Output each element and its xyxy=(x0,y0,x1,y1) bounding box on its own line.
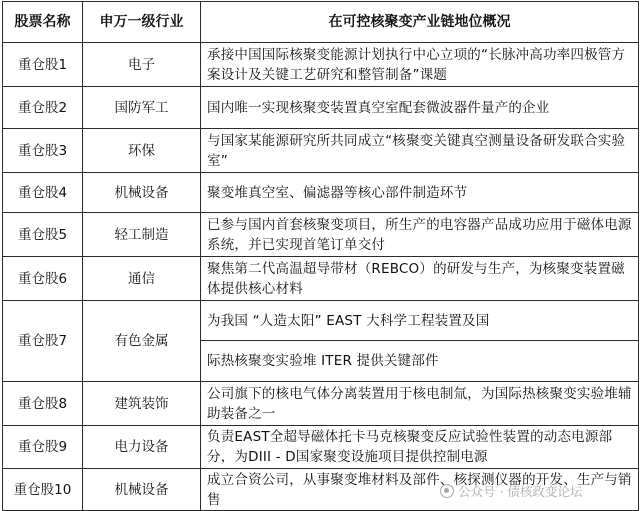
wechat-icon xyxy=(440,484,454,498)
position-desc-cell: 负责EAST全超导磁体托卡马克核聚变反应试验性装置的动态电源部分，为DIII - D国家聚变设施项目提供控制电源 xyxy=(201,426,639,469)
table-row xyxy=(3,173,639,213)
industry-cell: 电子 xyxy=(83,43,201,87)
position-desc-cell: 聚变堆真空室、偏滤器等核心部件制造环节 xyxy=(201,173,639,213)
stock-name-cell: 重仓股5 xyxy=(3,213,83,257)
position-desc-cell: 承接中国国际核聚变能源计划执行中心立项的“长脉冲高功率四极管方案设计及关键工艺研究和整管制备”课题 xyxy=(201,43,639,87)
stock-name-cell: 重仓股8 xyxy=(3,382,83,426)
table-row xyxy=(3,257,639,301)
table-row xyxy=(3,426,639,469)
position-desc-cell: 已参与国内首套核聚变项目，所生产的电容器产品成功应用于磁体电源系统，并已实现首笔订单交付 xyxy=(201,213,639,257)
industry-cell: 机械设备 xyxy=(83,469,201,511)
watermark-text: 公众号 · 债核政变论坛 xyxy=(458,484,583,499)
industry-cell: 机械设备 xyxy=(83,173,201,213)
holdings-table xyxy=(2,1,639,511)
stock-name-cell: 重仓股10 xyxy=(3,469,83,511)
stock-name-cell: 重仓股7 xyxy=(3,301,83,382)
industry-cell: 国防军工 xyxy=(83,87,201,129)
watermark xyxy=(440,482,582,500)
industry-cell: 建筑装饰 xyxy=(83,382,201,426)
position-desc-cell: 与国家某能源研究所共同成立“核聚变关键真空测量设备研发联合实验室” xyxy=(201,129,639,173)
stock-name-cell: 重仓股3 xyxy=(3,129,83,173)
stock-name-cell: 重仓股6 xyxy=(3,257,83,301)
header-industry: 申万一级行业 xyxy=(83,2,201,43)
table-row xyxy=(3,43,639,87)
stock-name-cell: 重仓股1 xyxy=(3,43,83,87)
industry-cell: 通信 xyxy=(83,257,201,301)
position-desc-cell: 国内唯一实现核聚变装置真空室配套微波器件量产的企业 xyxy=(201,87,639,129)
table-row xyxy=(3,87,639,129)
table-row xyxy=(3,213,639,257)
position-desc-cell: 为我国 “人造太阳” EAST 大科学工程装置及国 xyxy=(201,301,639,341)
table-row xyxy=(3,129,639,173)
stock-name-cell: 重仓股4 xyxy=(3,173,83,213)
industry-cell: 电力设备 xyxy=(83,426,201,469)
header-position: 在可控核聚变产业链地位概况 xyxy=(201,2,639,43)
header-stock-name: 股票名称 xyxy=(3,2,83,43)
table-row xyxy=(3,382,639,426)
stock-name-cell: 重仓股9 xyxy=(3,426,83,469)
position-desc-cell: 聚焦第二代高温超导带材（REBCO）的研发与生产，为核聚变装置磁体提供核心材料 xyxy=(201,257,639,301)
position-desc-cell: 成立合资公司，从事聚变堆材料及部件、核探测仪器的开发、生产与销售 xyxy=(201,469,639,511)
stock-name-cell: 重仓股2 xyxy=(3,87,83,129)
industry-cell: 有色金属 xyxy=(83,301,201,382)
industry-cell: 轻工制造 xyxy=(83,213,201,257)
position-desc-cell-continued: 际热核聚变实验堆 ITER 提供关键部件 xyxy=(201,341,639,382)
position-desc-cell: 公司旗下的核电气体分离装置用于核电制氚，为国际热核聚变实验堆辅助装备之一 xyxy=(201,382,639,426)
header-row xyxy=(3,2,639,43)
industry-cell: 环保 xyxy=(83,129,201,173)
table-row xyxy=(3,301,639,341)
